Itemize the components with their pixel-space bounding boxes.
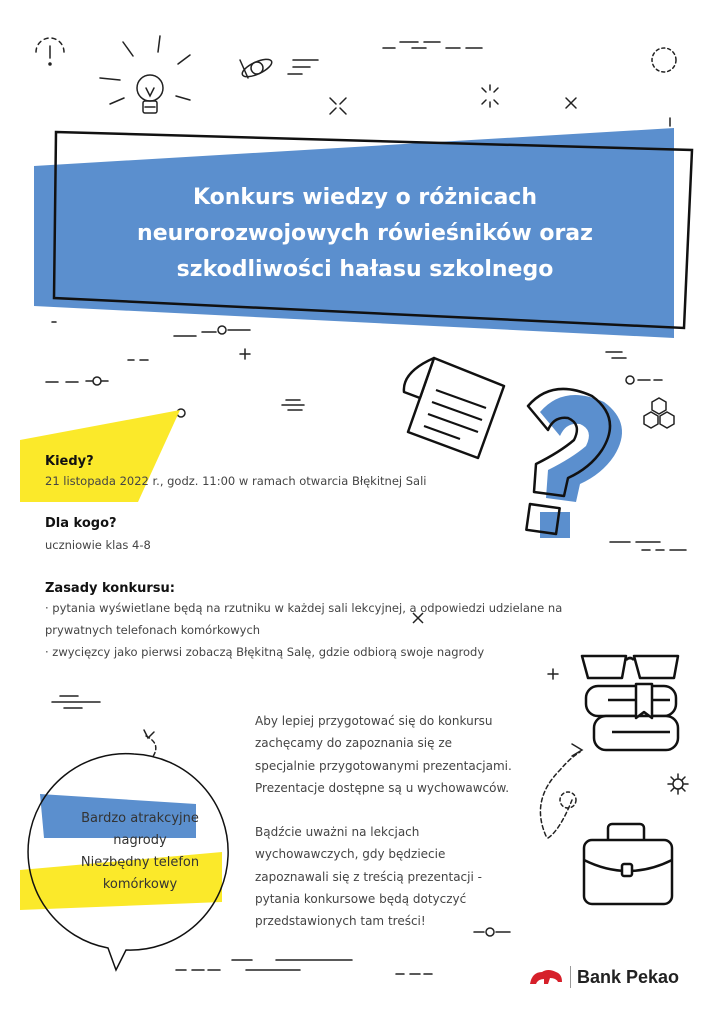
when-label: Kiedy? — [45, 454, 94, 469]
bubble-line: Bardzo atrakcyjne — [81, 811, 199, 826]
info-line: Aby lepiej przygotować się do konkursu — [255, 714, 493, 728]
when-text: 21 listopada 2022 r., godz. 11:00 w ramach otwarcia Błękitnej Sali — [45, 474, 427, 488]
info-line: zapoznawali się z treścią prezentacji - — [255, 869, 482, 884]
briefcase-icon — [578, 820, 678, 910]
brand-divider — [570, 966, 571, 988]
title-line: neurorozwojowych rówieśników oraz — [137, 221, 593, 246]
info-line: Bądźcie uważni na lekcjach — [255, 825, 420, 840]
bubble-text — [40, 808, 240, 896]
info-line: pytania konkursowe będą dotyczyć — [255, 892, 467, 907]
bubble-line: Niezbędny telefon — [80, 855, 200, 870]
brand-name: Bank Pekao — [577, 966, 680, 987]
page-title — [95, 180, 635, 288]
rules-item-line: prywatnych telefonach komórkowych — [45, 623, 261, 637]
rules-item-line: · zwycięzcy jako pierwsi zobaczą Błękitną Salę, gdzie odbiorą swoje nagrody — [45, 645, 485, 659]
doodles-top — [0, 0, 728, 130]
lightbulb-icon — [100, 36, 190, 113]
audience-label: Dla kogo? — [45, 516, 117, 531]
info-line: specjalnie przygotowanymi prezentacjami. — [255, 758, 512, 773]
bubble-line: komórkowy — [102, 877, 178, 892]
rules-label: Zasady konkursu: — [45, 581, 175, 596]
glasses-and-books-icon — [578, 646, 688, 766]
rules-item — [45, 597, 665, 663]
info-line: wychowawczych, gdy będziecie — [255, 847, 446, 862]
rules-item-line: · pytania wyświetlane będą na rzutniku w każdej sali lekcyjnej, a odpowiedzi udzielane na — [45, 601, 563, 615]
info-line: zachęcamy do zapoznania się ze — [255, 736, 453, 751]
info-line: Prezentacje dostępne są u wychowawców. — [255, 780, 510, 795]
info-line: przedstawionych tam treści! — [255, 914, 426, 929]
audience-text: uczniowie klas 4-8 — [45, 538, 151, 552]
title-line: Konkurs wiedzy o różnicach — [192, 185, 537, 210]
question-mark-icon — [488, 378, 628, 558]
title-line: szkodliwości hałasu szkolnego — [176, 257, 554, 282]
bison-icon — [528, 966, 564, 988]
info-paragraph — [255, 710, 535, 933]
bubble-line: nagrody — [113, 833, 167, 848]
brand-logo — [528, 966, 679, 988]
x-mark-icon — [412, 612, 424, 624]
